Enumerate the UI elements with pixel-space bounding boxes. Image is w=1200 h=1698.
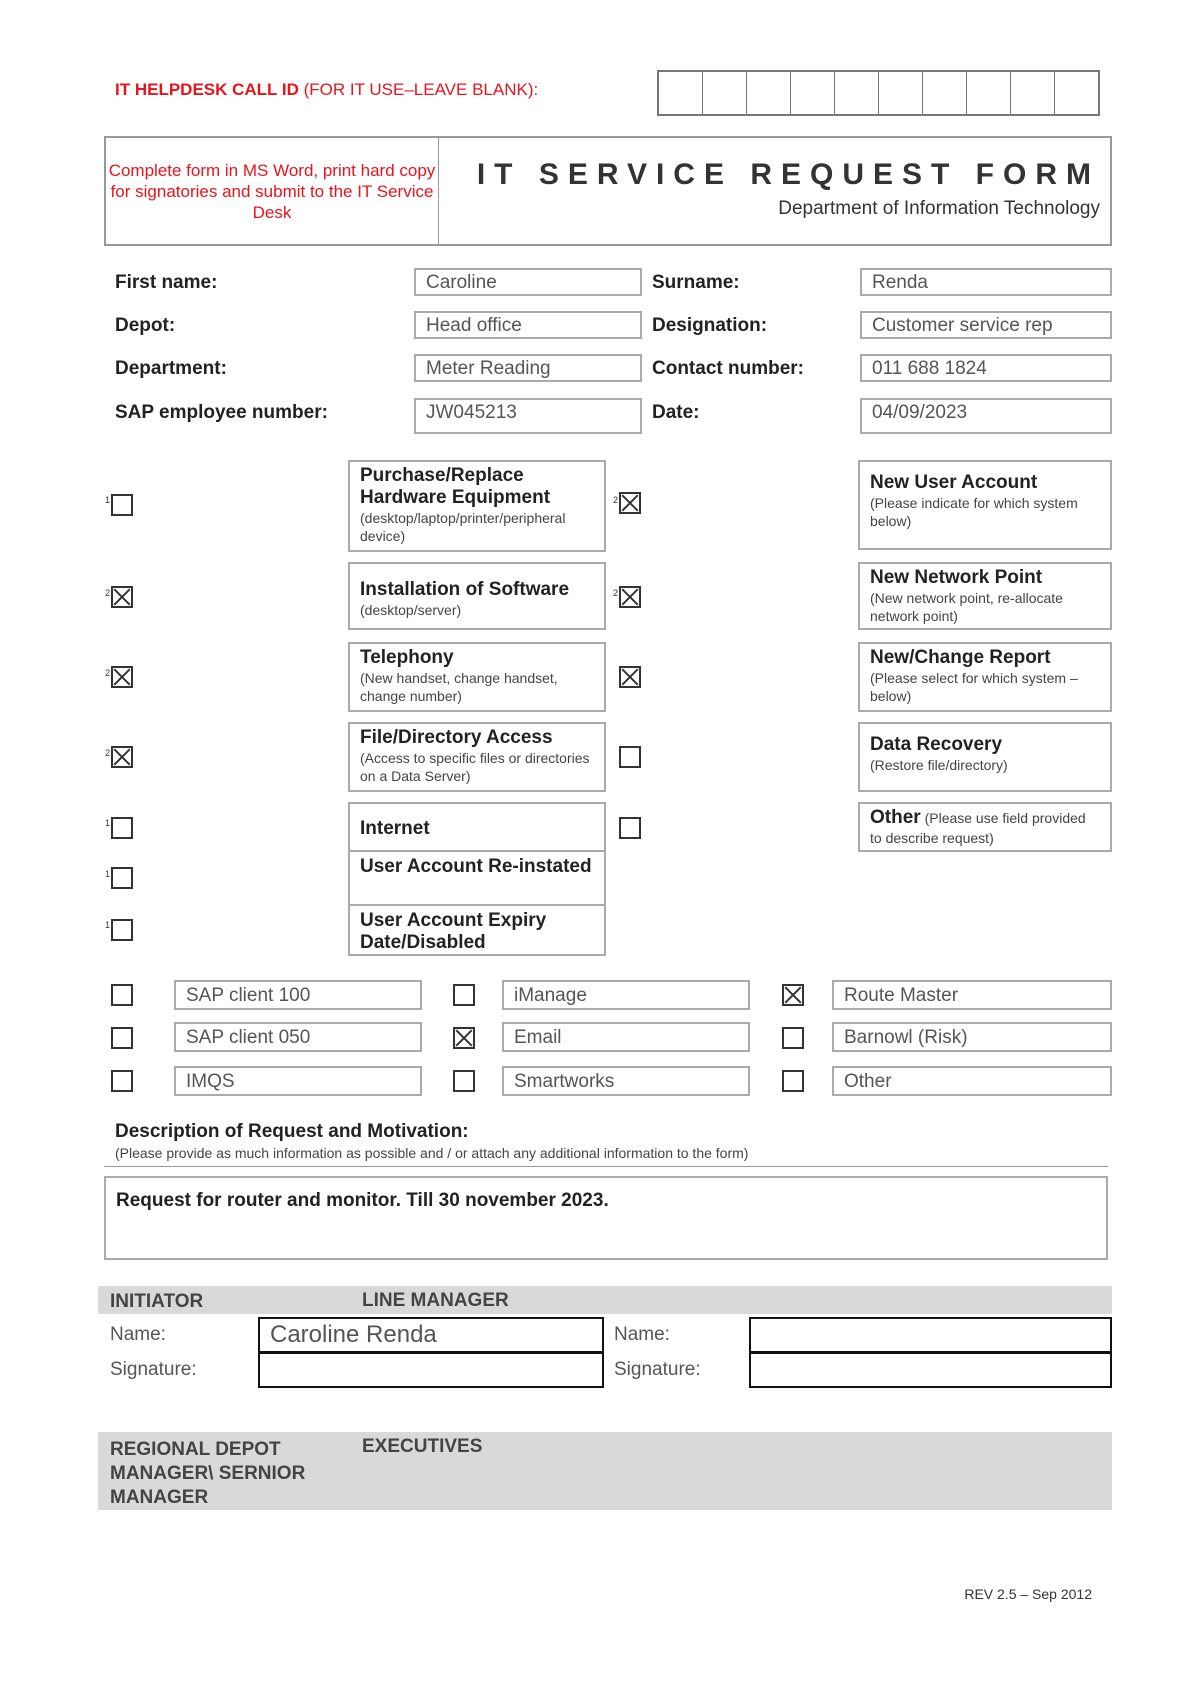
network-point-box: [858, 562, 1112, 630]
department-field[interactable]: Meter Reading: [414, 354, 642, 382]
new-user-account-title: New User Account: [870, 472, 1038, 493]
manager-signature-label: Signature:: [614, 1359, 701, 1380]
smartworks-checkbox[interactable]: [453, 1070, 475, 1092]
telephony-title: Telephony: [360, 647, 454, 668]
first-name-field[interactable]: Caroline: [414, 268, 642, 296]
new-user-account-desc: (Please indicate for which system below): [870, 495, 1078, 529]
department-label: Department:: [115, 358, 227, 379]
network-point-title: New Network Point: [870, 567, 1043, 588]
initiator-name-field[interactable]: Caroline Renda: [258, 1317, 604, 1353]
account-expiry-row: [350, 906, 604, 954]
network-point-checkbox[interactable]: [619, 586, 641, 608]
footnote-marker: 1: [105, 495, 111, 505]
description-textarea[interactable]: Request for router and monitor. Till 30 november 2023.: [104, 1176, 1108, 1260]
new-user-account-checkbox[interactable]: [619, 492, 641, 514]
other-system-label: Other: [832, 1066, 1112, 1096]
internet-title: Internet: [360, 818, 430, 839]
report-desc: (Please select for which system – below): [870, 670, 1078, 704]
footnote-marker: 2: [613, 588, 619, 598]
account-reinstated-title: User Account Re-instated: [360, 856, 592, 877]
file-access-desc: (Access to specific files or directories on a Data Server): [360, 750, 590, 784]
contact-number-label: Contact number:: [652, 358, 804, 379]
imqs-checkbox[interactable]: [111, 1070, 133, 1092]
first-name-label: First name:: [115, 272, 218, 293]
account-expiry-checkbox[interactable]: [111, 919, 133, 941]
footnote-marker: 1: [105, 920, 111, 930]
initiator-name-label: Name:: [110, 1324, 166, 1345]
hardware-title: Purchase/Replace Hardware Equipment: [360, 465, 551, 508]
file-access-checkbox[interactable]: [111, 746, 133, 768]
line-manager-heading: LINE MANAGER: [362, 1290, 509, 1311]
imanage-label: iManage: [502, 980, 750, 1010]
footnote-marker: 1: [105, 869, 111, 879]
surname-field[interactable]: Renda: [860, 268, 1112, 296]
initiator-signature-field[interactable]: [258, 1352, 604, 1388]
other-request-desc: (Please use field provided to describe request): [870, 810, 1086, 846]
footnote-marker: 2: [105, 748, 111, 758]
depot-field[interactable]: Head office: [414, 311, 642, 339]
file-access-title: File/Directory Access: [360, 727, 553, 748]
account-expiry-title: User Account Expiry Date/Disabled: [360, 910, 547, 953]
designation-field[interactable]: Customer service rep: [860, 311, 1112, 339]
internet-row: [350, 804, 604, 852]
account-group-box: [348, 802, 606, 956]
account-reinstated-checkbox[interactable]: [111, 867, 133, 889]
network-point-desc: (New network point, re-allocate network point): [870, 590, 1063, 624]
barnowl-checkbox[interactable]: [782, 1027, 804, 1049]
date-label: Date:: [652, 402, 700, 423]
sap-100-checkbox[interactable]: [111, 984, 133, 1006]
sap-100-label: SAP client 100: [174, 980, 422, 1010]
initiator-heading: INITIATOR: [110, 1291, 204, 1312]
imqs-label: IMQS: [174, 1066, 422, 1096]
report-checkbox[interactable]: [619, 666, 641, 688]
footnote-marker: 1: [105, 818, 111, 828]
sap-050-checkbox[interactable]: [111, 1027, 133, 1049]
form-subtitle: Department of Information Technology: [778, 198, 1100, 219]
executives-heading: EXECUTIVES: [362, 1436, 483, 1457]
other-request-checkbox[interactable]: [619, 817, 641, 839]
date-field[interactable]: 04/09/2023: [860, 398, 1112, 434]
internet-checkbox[interactable]: [111, 817, 133, 839]
other-request-title: Other: [870, 807, 921, 828]
hardware-desc: (desktop/laptop/printer/peripheral device): [360, 510, 566, 544]
footnote-marker: 2: [613, 495, 619, 505]
revision-note: REV 2.5 – Sep 2012: [964, 1586, 1092, 1602]
signoff-header-band: [98, 1286, 1112, 1314]
report-title: New/Change Report: [870, 647, 1051, 668]
footnote-marker: 2: [105, 668, 111, 678]
manager-signature-field[interactable]: [749, 1352, 1112, 1388]
surname-label: Surname:: [652, 272, 740, 293]
regional-manager-heading: REGIONAL DEPOT MANAGER\ SERNIOR MANAGER: [110, 1439, 306, 1508]
route-master-checkbox[interactable]: [782, 984, 804, 1006]
report-box: [858, 642, 1112, 712]
other-request-box: [858, 802, 1112, 852]
depot-label: Depot:: [115, 315, 176, 336]
software-checkbox[interactable]: [111, 586, 133, 608]
software-title: Installation of Software: [360, 579, 570, 600]
divider: [104, 1166, 1108, 1167]
account-reinstated-row: [350, 852, 604, 906]
manager-name-label: Name:: [614, 1324, 670, 1345]
imanage-checkbox[interactable]: [453, 984, 475, 1006]
hardware-request-box: [348, 460, 606, 552]
software-desc: (desktop/server): [360, 602, 462, 618]
barnowl-label: Barnowl (Risk): [832, 1022, 1112, 1052]
data-recovery-box: [858, 722, 1112, 792]
smartworks-label: Smartworks: [502, 1066, 750, 1096]
description-title: Description of Request and Motivation:: [115, 1121, 469, 1142]
sap-number-field[interactable]: JW045213: [414, 398, 642, 434]
file-access-request-box: [348, 722, 606, 792]
instruction-note: Complete form in MS Word, print hard copy for signatories and submit to the IT Service Desk: [106, 138, 439, 244]
email-checkbox[interactable]: [453, 1027, 475, 1049]
form-title: IT SERVICE REQUEST FORM: [476, 158, 1100, 191]
other-system-checkbox[interactable]: [782, 1070, 804, 1092]
description-subtitle: (Please provide as much information as possible and / or attach any additional information to the form): [115, 1145, 749, 1161]
designation-label: Designation:: [652, 315, 768, 336]
data-recovery-title: Data Recovery: [870, 734, 1003, 755]
call-id-label: IT HELPDESK CALL ID (FOR IT USE–LEAVE BLANK):: [115, 80, 539, 99]
telephony-request-box: [348, 642, 606, 712]
contact-number-field[interactable]: 011 688 1824: [860, 354, 1112, 382]
data-recovery-checkbox[interactable]: [619, 746, 641, 768]
software-request-box: [348, 562, 606, 630]
data-recovery-desc: (Restore file/directory): [870, 757, 1008, 773]
telephony-checkbox[interactable]: [111, 666, 133, 688]
sap-number-label: SAP employee number:: [115, 402, 328, 423]
email-label: Email: [502, 1022, 750, 1052]
hardware-checkbox[interactable]: [111, 494, 133, 516]
sap-050-label: SAP client 050: [174, 1022, 422, 1052]
footnote-marker: 2: [105, 588, 111, 598]
initiator-signature-label: Signature:: [110, 1359, 197, 1380]
manager-name-field[interactable]: [749, 1317, 1112, 1353]
form-header: [104, 136, 1112, 246]
new-user-account-box: [858, 460, 1112, 550]
route-master-label: Route Master: [832, 980, 1112, 1010]
call-id-boxes[interactable]: [657, 70, 1100, 116]
telephony-desc: (New handset, change handset, change number): [360, 670, 558, 704]
